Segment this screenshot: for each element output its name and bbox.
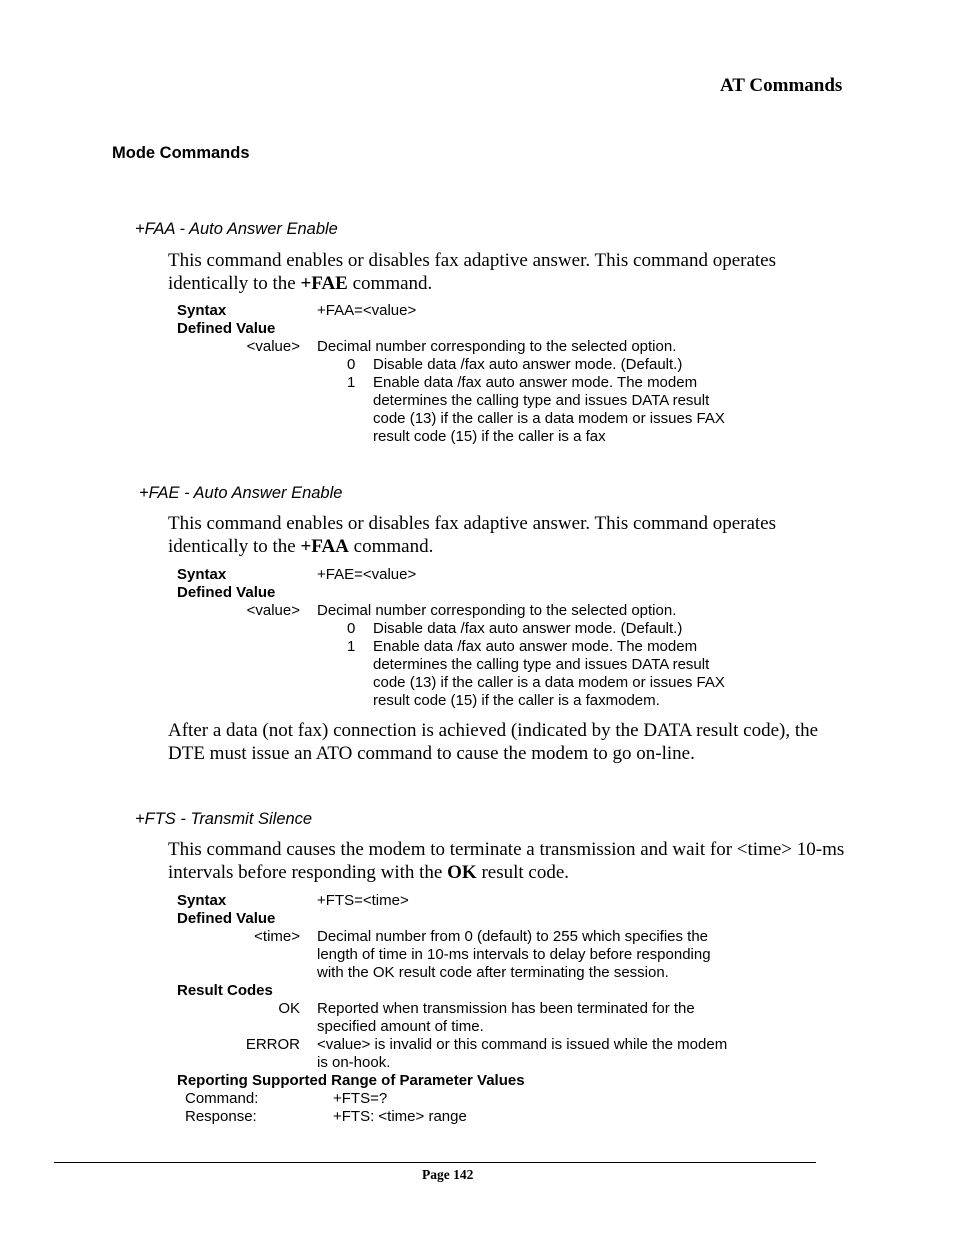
fts-ok-description: Reported when transmission has been terminated for the specified amount of time. [317, 1000, 695, 1035]
faa-description-line2: identically to the +FAE command. [168, 273, 433, 294]
faa-param-name: <value> [246, 338, 300, 355]
faa-option0-number: 0 [347, 356, 356, 373]
page-header-title: AT Commands [720, 75, 843, 96]
fts-command-value: +FTS=? [333, 1090, 388, 1107]
fae-param-name: <value> [246, 602, 300, 619]
fae-syntax-value: +FAE=<value> [317, 566, 417, 583]
fts-error-code: ERROR [245, 1036, 300, 1053]
fts-command-title: +FTS - Transmit Silence [135, 810, 313, 828]
fae-note-line2: DTE must issue an ATO command to cause the modem to go on-line. [168, 743, 695, 764]
footer-divider [54, 1162, 816, 1163]
fae-defined-value-label: Defined Value [177, 584, 276, 601]
faa-syntax-label: Syntax [177, 302, 227, 319]
section-title: Mode Commands [112, 144, 250, 162]
fae-param-description: Decimal number corresponding to the selected option. [317, 602, 677, 619]
fts-error-description: <value> is invalid or this command is issued while the modem is on-hook. [317, 1036, 728, 1071]
fae-syntax-label: Syntax [177, 566, 227, 583]
fae-note-line1: After a data (not fax) connection is achieved (indicated by the DATA result code), the [168, 720, 819, 741]
fts-syntax-value: +FTS=<time> [317, 892, 409, 909]
fts-result-codes-label: Result Codes [177, 982, 273, 999]
faa-option1-text: Enable data /fax auto answer mode. The modem determines the calling type and issues DATA result code (13) if the caller is a data modem or issues FAX result code (15) if the caller is a fax [373, 374, 725, 445]
fae-description-line1: This command enables or disables fax adaptive answer. This command operates [168, 513, 776, 534]
faa-option1-number: 1 [347, 374, 356, 391]
fae-command-title: +FAE - Auto Answer Enable [139, 484, 343, 502]
fts-range-label: Reporting Supported Range of Parameter Values [177, 1072, 525, 1089]
faa-description-line1: This command enables or disables fax adaptive answer. This command operates [168, 250, 776, 271]
fts-description-line2: intervals before responding with the OK result code. [168, 862, 570, 883]
fts-defined-value-label: Defined Value [177, 910, 276, 927]
fts-response-label: Response: [185, 1108, 257, 1125]
fae-option0-number: 0 [347, 620, 356, 637]
fae-description-line2: identically to the +FAA command. [168, 536, 434, 557]
fts-ok-code: OK [278, 1000, 300, 1017]
fts-description-line1: This command causes the modem to terminate a transmission and wait for <time> 10-ms [168, 839, 845, 860]
page-number: Page 142 [422, 1167, 474, 1182]
fts-syntax-label: Syntax [177, 892, 227, 909]
faa-defined-value-label: Defined Value [177, 320, 276, 337]
faa-command-title: +FAA - Auto Answer Enable [135, 220, 338, 238]
faa-option0-text: Disable data /fax auto answer mode. (Default.) [373, 356, 683, 373]
fae-option0-text: Disable data /fax auto answer mode. (Default.) [373, 620, 683, 637]
fae-option1-text: Enable data /fax auto answer mode. The modem determines the calling type and issues DATA result code (13) if the caller is a data modem or issues FAX result code (15) if the caller is a faxmodem. [373, 638, 725, 709]
fts-param-name: <time> [254, 928, 300, 945]
faa-syntax-value: +FAA=<value> [317, 302, 417, 319]
fts-command-label: Command: [185, 1090, 259, 1107]
fts-param-description: Decimal number from 0 (default) to 255 which specifies the length of time in 10-ms intervals to delay before responding with the OK result code after terminating the session. [317, 928, 711, 981]
fae-option1-number: 1 [347, 638, 356, 655]
fts-response-value: +FTS: <time> range [333, 1108, 467, 1125]
faa-param-description: Decimal number corresponding to the selected option. [317, 338, 677, 355]
